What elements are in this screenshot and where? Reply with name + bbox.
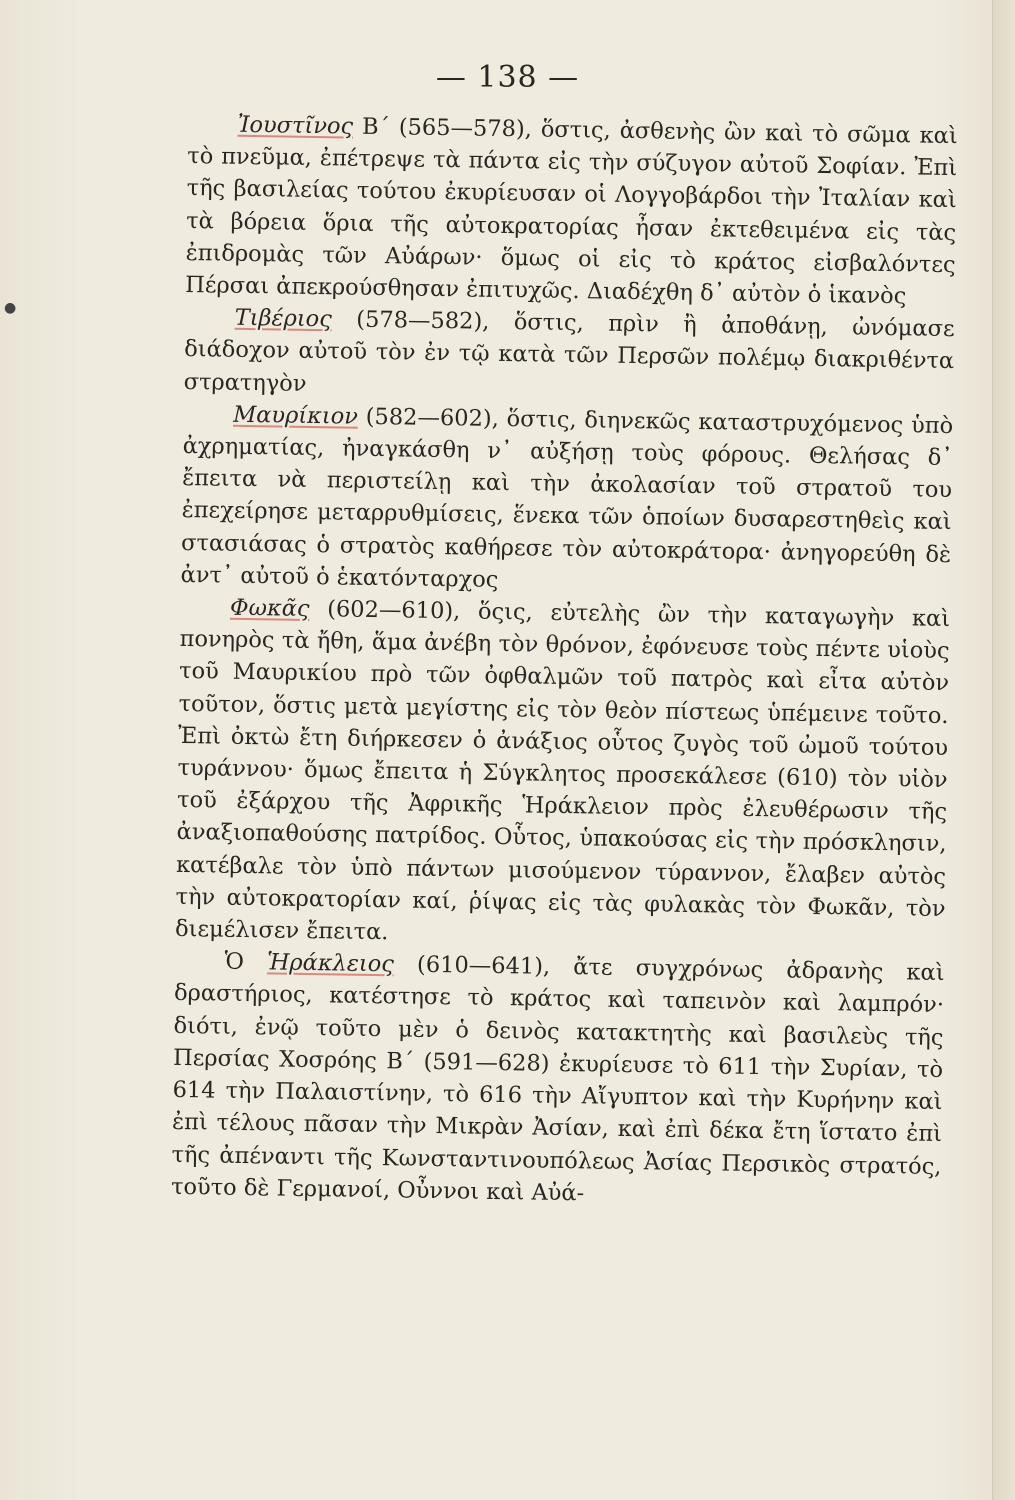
paragraph-phocas	[175, 591, 950, 957]
paragraph-text: (578—582), ὅστις, πρὶν ἢ ἀποθάνῃ, ὠνόμασε διάδοχον αὐτοῦ τὸν ἐν τῷ κατὰ τῶν Περσῶν πολέμῳ διακριθέντα στρατηγὸν	[183, 306, 955, 397]
ruler-name: Μαυρίκιον	[232, 401, 359, 430]
paragraph-justin	[185, 108, 958, 313]
paragraph-text: Β΄ (565—578), ὅστις, ἀσθενὴς ὢν καὶ τὸ σῶμα καὶ τὸ πνεῦμα, ἐπέτρεψε τὰ πάντα εἰς τὴν σύζυγον αὐτοῦ Σοφίαν. Ἐπὶ τῆς βασιλείας τούτου ἐκυρίευσαν οἱ Λογγοβάρδοι τὴν Ἰταλίαν καὶ τὰ βόρεια ὅρια τῆς αὐτοκρατορίας ἦσαν ἐκτεθειμένα εἰς τὰς ἐπιδρομὰς τῶν Αὐάρων· ὅμως οἱ εἰς τὸ κράτος εἰσβαλόντες Πέρσαι ἀπεκρούσθησαν ἐπιτυχῶς. Διαδέχθη δ᾽ αὐτὸν ὁ ἱκανὸς	[185, 113, 958, 310]
paragraph-text: (610—641), ἄτε συγχρόνως ἀδρανὴς καὶ δραστήριος, κατέστησε τὸ κράτος καὶ ταπεινὸν καὶ λαμπρόν· διότι, ἐνῷ τοῦτο μὲν ὁ δεινὸς κατακτητὴς καὶ βασιλεὺς τῆς Περσίας Χοσρόης Β΄ (591—628) ἐκυρίευσε τὸ 611 τὴν Συρίαν, τὸ 614 τὴν Παλαιστίνην, τὸ 616 τὴν Αἴγυπτον καὶ τὴν Κυρήνην καὶ ἐπὶ τέλους πᾶσαν τὴν Μικρὰν Ἀσίαν, καὶ ἐπὶ δέκα ἔτη ἵστατο ἐπὶ τῆς ἀπέναντι τῆς Κωνσταντινουπόλεως Ἀσίας Περσικὸς στρατός, τοῦτο δὲ Γερμανοί, Οὖννοι καὶ Αὐά-	[170, 951, 945, 1207]
paragraph-tiberius	[183, 301, 954, 410]
ruler-name: Φωκᾶς	[229, 594, 310, 623]
paragraph-heraclius	[171, 945, 945, 1215]
paragraph-maurice	[180, 398, 953, 603]
page-edge	[992, 0, 1015, 1500]
ruler-name: Ἡράκλειος	[266, 949, 395, 978]
body-text	[171, 108, 958, 1215]
ruler-name: Ἰουστῖνος	[237, 111, 354, 140]
paragraph-text: (602—610), ὅςις, εὐτελὴς ὢν τὴν καταγωγὴν καὶ πονηρὸς τὰ ἤθη, ἅμα ἀνέβη τὸν θρόνον, ἐφόνευσε τοὺς πέντε υἱοὺς τοῦ Μαυρικίου πρὸ τῶν ὀφθαλμῶν τοῦ πατρὸς καὶ εἶτα αὐτὸν τοῦτον, ὅστις μετὰ μεγίστης εἰς τὸν θεὸν πίστεως ὑπέμεινε τοῦτο. Ἐπὶ ὀκτὼ ἔτη διήρκεσεν ὁ ἀνάξιος οὗτος ζυγὸς τοῦ ὠμοῦ τούτου τυράννου· ὅμως ἔπειτα ἡ Σύγκλητος προσεκάλεσε (610) τὸν υἱὸν τοῦ ἐξάρχου τῆς Ἀφρικῆς Ἡράκλειον πρὸς ἐλευθέρωσιν τῆς ἀναξιοπαθούσης πατρίδος. Οὗτος, ὑπακούσας εἰς τὴν πρόσκλησιν, κατέβαλε τὸν ὑπὸ πάντων μισούμενον τύραννον, ἔλαβεν αὐτὸς τὴν αὐτοκρατορίαν καί, ῥίψας εἰς τὰς φυλακὰς τὸν Φωκᾶν, τὸν διεμέλισεν ἔπειτα.	[174, 596, 951, 946]
margin-mark: ●	[4, 300, 17, 316]
paragraph-text: (582—602), ὅστις, διηνεκῶς καταστρυχόμενος ὑπὸ ἀχρηματίας, ἠναγκάσθη ν᾽ αὐξήσῃ τοὺς φόρους. Θελήσας δ᾽ ἔπειτα νὰ περιστείλῃ καὶ τὴν ἀκολασίαν τοῦ στρατοῦ του ἐπεχείρησε μεταρρυθμίσεις, ἕνεκα τῶν ὁποίων δυσαρεστηθεὶς καὶ στασιάσας ὁ στρατὸς καθήρεσε τὸν αὐτοκράτορα· ἀνηγορεύθη δὲ ἀντ᾽ αὐτοῦ ὁ ἑκατόνταρχος	[180, 403, 954, 593]
page-number: — 138 —	[435, 60, 580, 95]
paragraph-lead: Ὁ	[224, 948, 268, 976]
ruler-name: Τιβέριος	[234, 304, 333, 333]
